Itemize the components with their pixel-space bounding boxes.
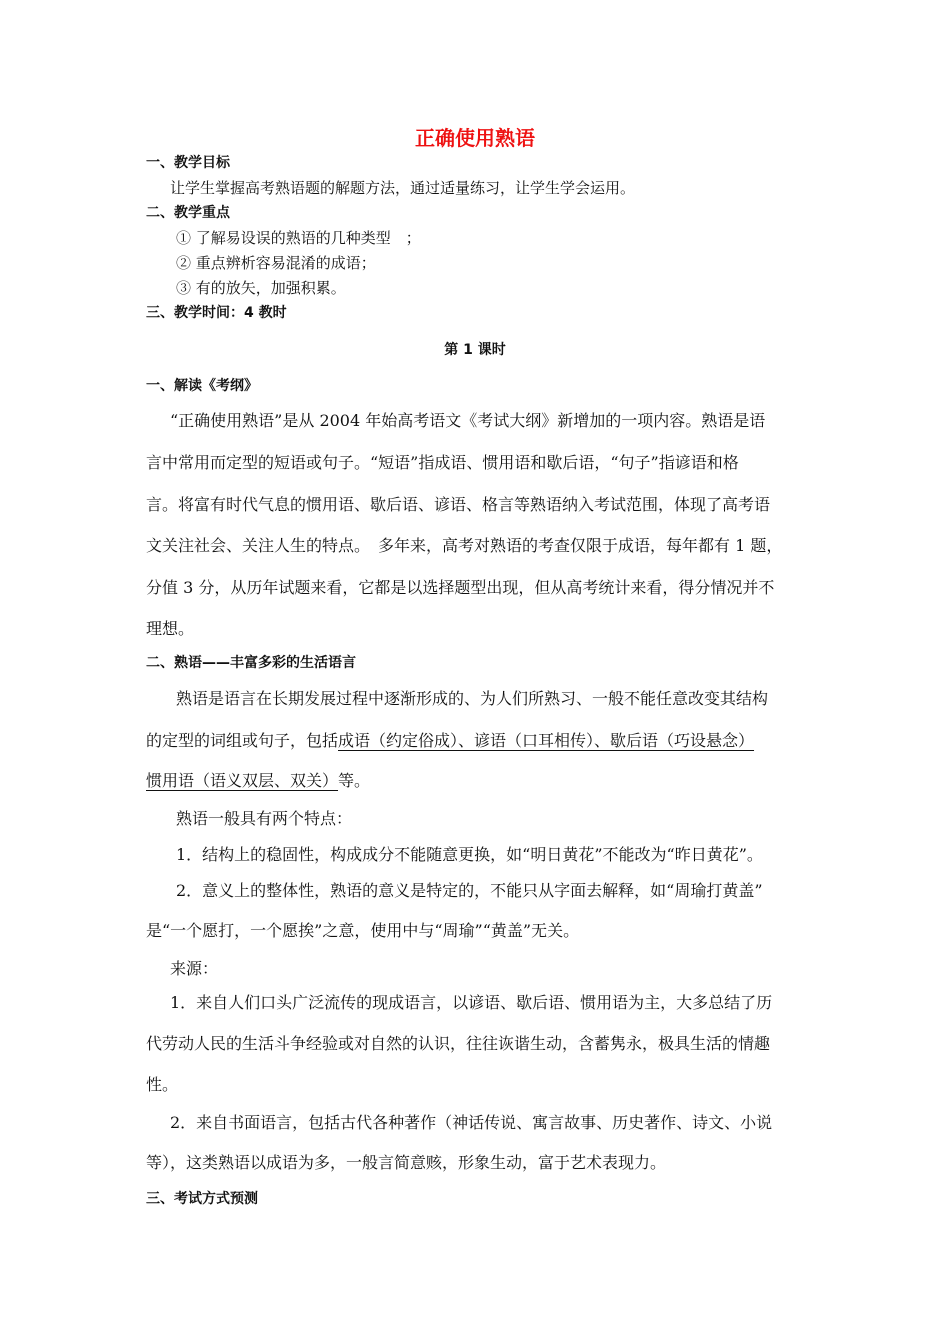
- part-heading-idioms: 二、熟语——丰富多彩的生活语言: [146, 655, 356, 671]
- definition-text: 的定型的词组或句子，包括: [146, 731, 339, 750]
- definition-underlined: 惯用语（语义双层、双关）: [146, 771, 339, 790]
- part-heading-syllabus: 一、解读《考纲》: [146, 378, 258, 394]
- feature-item: 1．结构上的稳固性，构成成分不能随意更换，如“明日黄花”不能改为“昨日黄花”。: [176, 845, 763, 864]
- definition-underlined: 成语（约定俗成）、谚语（口耳相传）、歇后语（巧设悬念）: [338, 731, 755, 750]
- source-line: 代劳动人民的生活斗争经验或对自然的认识，往往诙谐生动，含蓄隽永，极具生活的情趣: [146, 1034, 771, 1053]
- focus-item: ② 重点辨析容易混淆的成语；: [176, 254, 376, 272]
- source-line: 2．来自书面语言，包括古代各种著作（神话传说、寓言故事、历史著作、诗文、小说: [170, 1113, 773, 1132]
- focus-item: ① 了解易设误的熟语的几种类型 ；: [176, 229, 421, 247]
- section-heading-time: 三、教学时间：4 教时: [146, 305, 287, 321]
- source-line: 等），这类熟语以成语为多，一般言简意赅，形象生动，富于艺术表现力。: [146, 1153, 667, 1172]
- document-title: 正确使用熟语: [415, 126, 535, 150]
- feature-item: 2．意义上的整体性，熟语的意义是特定的，不能只从字面去解释，如“周瑜打黄盖”: [176, 881, 763, 900]
- goals-text: 让学生掌握高考熟语题的解题方法，通过适量练习，让学生学会运用。: [170, 179, 636, 197]
- focus-item: ③ 有的放矢，加强积累。: [176, 279, 346, 297]
- paragraph-line: 文关注社会、关注人生的特点。 多年来，高考对熟语的考查仅限于成语，每年都有 1 题，: [146, 536, 783, 555]
- source-line: 1．来自人们口头广泛流传的现成语言，以谚语、歇后语、惯用语为主，大多总结了历: [170, 993, 773, 1012]
- part-heading-exam: 三、考试方式预测: [146, 1191, 258, 1207]
- source-line: 性。: [146, 1075, 179, 1094]
- paragraph-line: [146, 768, 370, 791]
- paragraph-line: 分值 3 分，从历年试题来看，它都是以选择题型出现，但从高考统计来看，得分情况并不: [146, 578, 775, 597]
- paragraph-line: “正确使用熟语”是从 2004 年始高考语文《考试大纲》新增加的一项内容。熟语是语: [170, 411, 766, 430]
- section-heading-goals: 一、教学目标: [146, 155, 230, 171]
- lesson-heading: 第 1 课时: [444, 342, 506, 358]
- feature-item: 是“一个愿打，一个愿挨”之意，使用中与“周瑜”“黄盖”无关。: [146, 921, 580, 940]
- paragraph-line: 理想。: [146, 619, 195, 638]
- paragraph-line: 言。将富有时代气息的惯用语、歇后语、谚语、格言等熟语纳入考试范围，体现了高考语: [146, 495, 771, 514]
- definition-text: 等。: [338, 771, 371, 790]
- features-intro: 熟语一般具有两个特点：: [176, 809, 353, 828]
- source-label: 来源：: [170, 959, 219, 978]
- section-heading-focus: 二、教学重点: [146, 205, 230, 221]
- paragraph-line: [146, 728, 754, 751]
- paragraph-line: 言中常用而定型的短语或句子。“短语”指成语、惯用语和歇后语，“句子”指谚语和格: [146, 453, 739, 472]
- paragraph-line: 熟语是语言在长期发展过程中逐渐形成的、为人们所熟习、一般不能任意改变其结构: [176, 689, 769, 708]
